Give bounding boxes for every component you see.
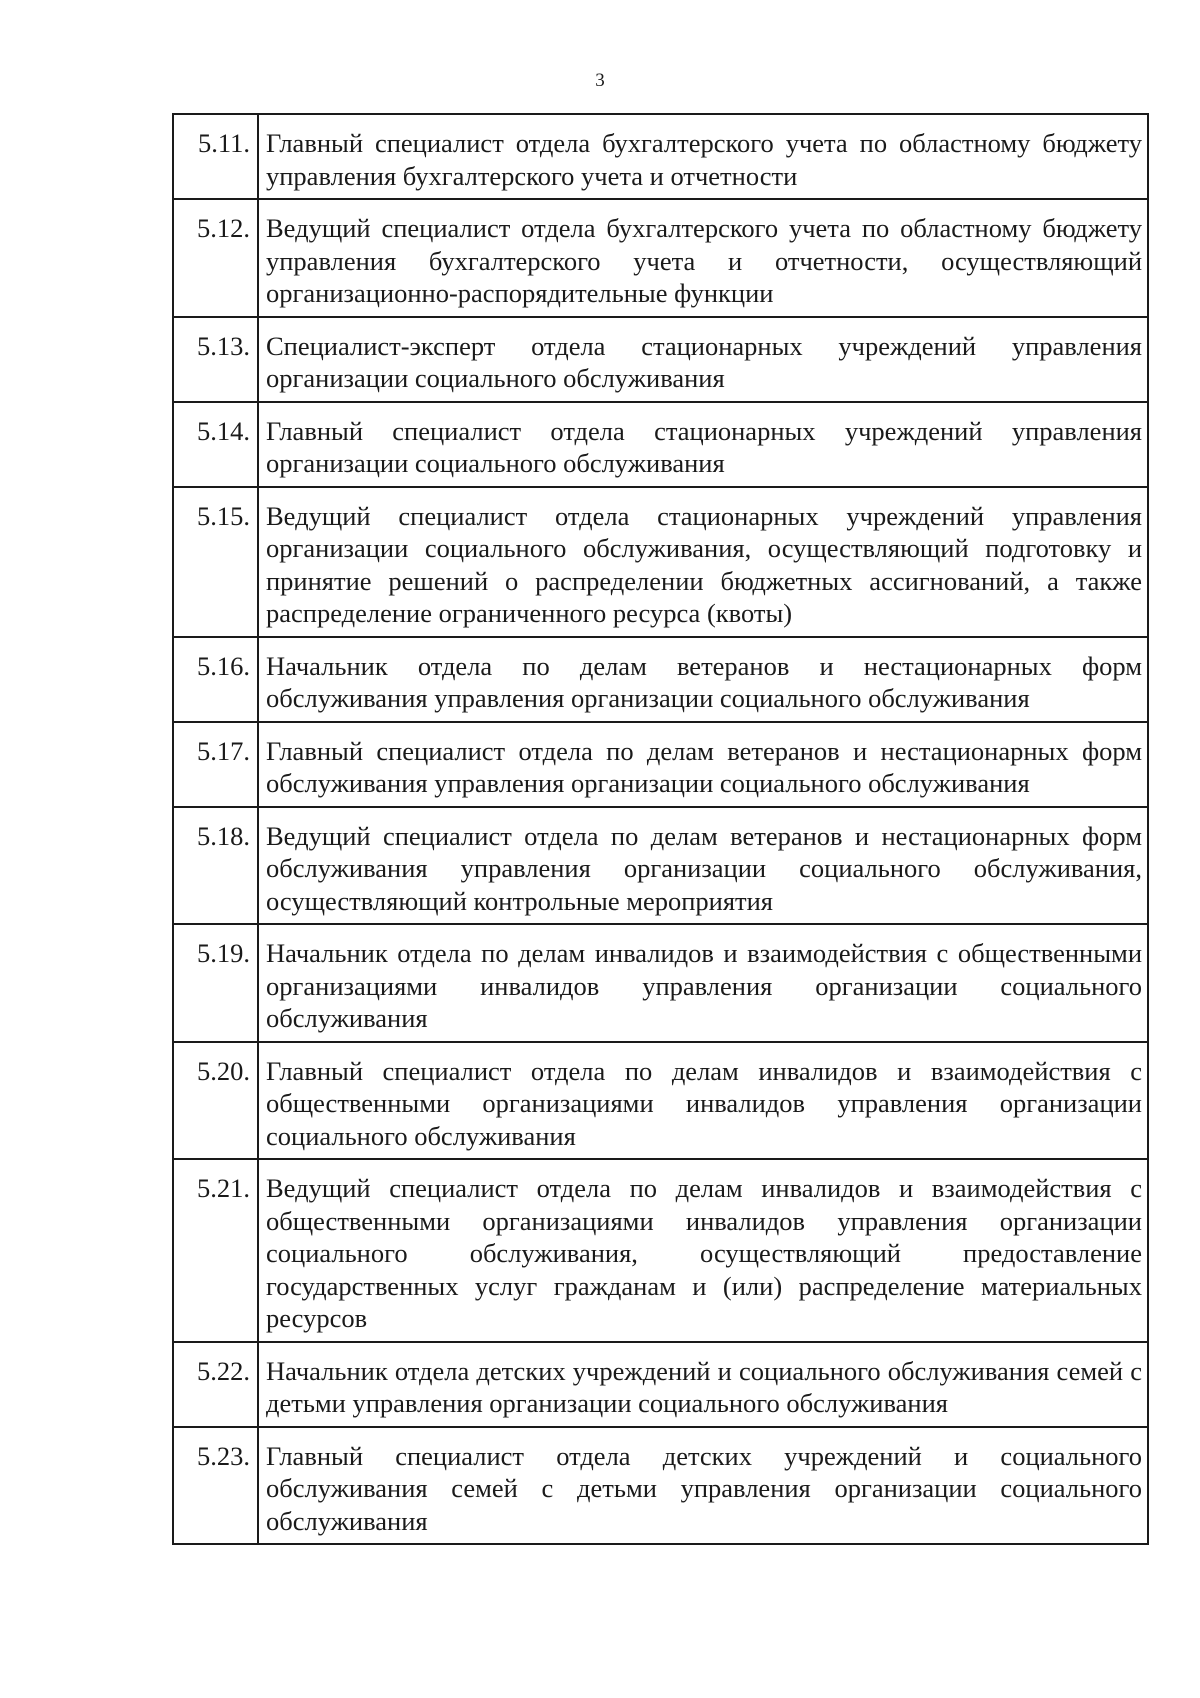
table-row: [173, 199, 1148, 317]
row-text: Ведущий специалист отдела бухгалтерского учета по областному бюджету управления бухгалтерского учета и отчетности, осуществляющий организационно-распорядительные функции: [258, 199, 1148, 317]
row-number: 5.19.: [173, 924, 258, 1042]
row-text: Начальник отдела по делам ветеранов и нестационарных форм обслуживания управления организации социального обслуживания: [258, 637, 1148, 722]
row-number: 5.22.: [173, 1342, 258, 1427]
page-number: 3: [595, 70, 605, 91]
row-number: 5.21.: [173, 1159, 258, 1342]
row-text: Главный специалист отдела детских учреждений и социального обслуживания семей с детьми управления организации социального обслуживания: [258, 1427, 1148, 1545]
row-text: Главный специалист отдела по делам ветеранов и нестационарных форм обслуживания управления организации социального обслуживания: [258, 722, 1148, 807]
table-row: [173, 487, 1148, 637]
row-text: Начальник отдела детских учреждений и социального обслуживания семей с детьми управления организации социального обслуживания: [258, 1342, 1148, 1427]
table-row: [173, 722, 1148, 807]
row-text: Главный специалист отдела бухгалтерского учета по областному бюджету управления бухгалтерского учета и отчетности: [258, 114, 1148, 199]
row-number: 5.14.: [173, 402, 258, 487]
row-number: 5.23.: [173, 1427, 258, 1545]
row-text: Главный специалист отдела по делам инвалидов и взаимодействия с общественными организациями инвалидов управления организации социального обслуживания: [258, 1042, 1148, 1160]
table-row: [173, 1427, 1148, 1545]
row-text: Ведущий специалист отдела по делам ветеранов и нестационарных форм обслуживания управления организации социального обслуживания, осуществляющий контрольные мероприятия: [258, 807, 1148, 925]
table-row: [173, 317, 1148, 402]
row-text: Главный специалист отдела стационарных учреждений управления организации социального обслуживания: [258, 402, 1148, 487]
table-row: [173, 637, 1148, 722]
row-number: 5.17.: [173, 722, 258, 807]
table-row: [173, 1342, 1148, 1427]
row-number: 5.11.: [173, 114, 258, 199]
row-number: 5.12.: [173, 199, 258, 317]
row-number: 5.16.: [173, 637, 258, 722]
row-text: Начальник отдела по делам инвалидов и взаимодействия с общественными организациями инвалидов управления организации социального обслуживания: [258, 924, 1148, 1042]
table-row: [173, 1159, 1148, 1342]
table-row: [173, 114, 1148, 199]
row-number: 5.13.: [173, 317, 258, 402]
row-number: 5.15.: [173, 487, 258, 637]
row-number: 5.20.: [173, 1042, 258, 1160]
row-text: Специалист-эксперт отдела стационарных учреждений управления организации социального обслуживания: [258, 317, 1148, 402]
table-row: [173, 1042, 1148, 1160]
row-text: Ведущий специалист отдела по делам инвалидов и взаимодействия с общественными организациями инвалидов управления организации социального обслуживания, осуществляющий предоставление государственных услуг гражданам и (или) распределение материальных ресурсов: [258, 1159, 1148, 1342]
table-row: [173, 807, 1148, 925]
table-row: [173, 402, 1148, 487]
row-number: 5.18.: [173, 807, 258, 925]
table-row: [173, 924, 1148, 1042]
row-text: Ведущий специалист отдела стационарных учреждений управления организации социального обслуживания, осуществляющий подготовку и принятие решений о распределении бюджетных ассигнований, а также распределение ограниченного ресурса (квоты): [258, 487, 1148, 637]
positions-table: [172, 113, 1149, 1545]
